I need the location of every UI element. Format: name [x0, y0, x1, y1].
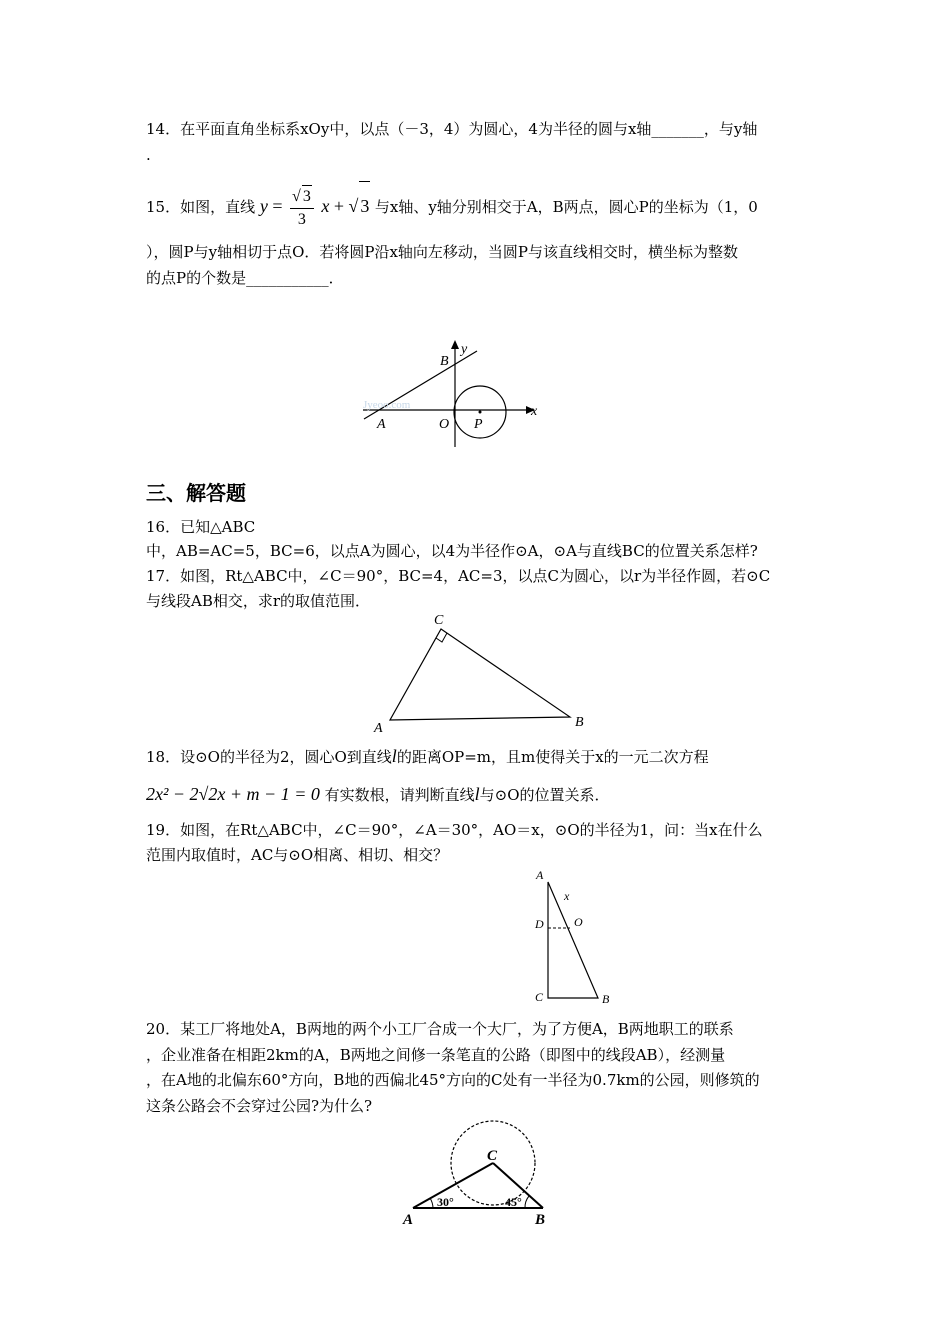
angle-arc-a — [430, 1198, 433, 1208]
q15-suffix: 与x轴、y轴分别相交于A，B两点，圆心P的坐标为（1，0 — [374, 198, 758, 216]
triangle-abc — [390, 629, 570, 720]
q18-text-a: 18．设⊙O的半径为2，圆心O到直线 — [146, 748, 392, 766]
q14-line-2: . — [146, 146, 151, 164]
q20-line-2: ，企业准备在相距2km的A，B两地之间修一条笔直的公路（即图中的线段AB），经测量 — [146, 1046, 726, 1064]
q17-line-2: 与线段AB相交，求r的取值范围． — [146, 592, 371, 610]
label-a: A — [536, 868, 544, 882]
label-b: B — [602, 992, 610, 1006]
formula-const: 3 — [359, 181, 370, 230]
formula-eq: = — [272, 196, 283, 216]
q18-line-l: l — [391, 746, 397, 766]
q20-line-3: ，在A地的北偏东60°方向，B地的西偏北45°方向的C处有一半径为0.7km的公园，则修筑的 — [146, 1071, 760, 1089]
section-heading: 三、解答题 — [146, 481, 246, 505]
label-c: C — [535, 990, 544, 1004]
formula-x: x — [321, 196, 330, 216]
q18-line-l-2: l — [474, 784, 480, 804]
triangle-abc — [548, 882, 598, 998]
q16-line-2: 中，AB=AC=5，BC=6，以点A为圆心，以4为半径作⊙A，⊙A与直线BC的位置关系怎样? — [146, 542, 758, 560]
q15-prefix: 15．如图，直线 — [146, 198, 256, 216]
label-c: C — [434, 613, 444, 628]
q15-formula: y = $\frac{√ 3}{3}$ x + √ 3 — [260, 196, 375, 216]
q18-line-1 — [146, 746, 709, 767]
q19-line-1: 19．如图，在Rt△ABC中，∠C＝90°，∠A＝30°，AO＝x，⊙O的半径为1，问：当x在什么 — [146, 821, 763, 839]
label-b: B — [575, 715, 584, 730]
q20-line-4: 这条公路会不会穿过公园?为什么? — [146, 1097, 373, 1115]
q17-line-1: 17．如图，Rt△ABC中，∠C＝90°，BC=4，AC=3，以点C为圆心，以r为半径作圆，若⊙C — [146, 567, 771, 585]
label-b: B — [535, 1212, 546, 1228]
q15-line-3: 的点P的个数是___________． — [146, 269, 344, 287]
q18-text-d: 与⊙O的位置关系． — [479, 786, 610, 804]
q17-figure — [365, 607, 595, 737]
q18-line-2 — [146, 784, 610, 805]
q18-text-c: 有实数根，请判断直线 — [324, 786, 475, 804]
label-x: x — [531, 404, 538, 419]
q19-line-2: 范围内取值时，AC与⊙O相离、相切、相交？ — [146, 846, 449, 864]
q15-figure — [355, 335, 550, 450]
label-y: y — [461, 342, 468, 357]
y-axis-arrow — [451, 340, 459, 349]
q15-line-2: ），圆P与y轴相切于点O．若将圆P沿x轴向左移动，当圆P与该直线相交时，横坐标为整数 — [146, 243, 739, 261]
q18-text-b: 的距离OP=m，且m使得关于x的一元二次方程 — [396, 748, 709, 766]
label-a: A — [377, 417, 386, 432]
q16-line-1: 16．已知△ABC — [146, 518, 256, 536]
label-a: A — [403, 1212, 414, 1228]
formula-y: y — [259, 196, 268, 216]
frac-numerator: 3 — [302, 185, 312, 208]
angle-arc-b — [525, 1196, 529, 1208]
formula-plus: + — [333, 196, 344, 216]
label-o: O — [439, 417, 450, 432]
q19-figure — [528, 866, 628, 1008]
label-d: D — [535, 917, 544, 931]
q18-equation: 2x² − 2√2x + m − 1 = 0 — [146, 784, 320, 804]
q14-line-1: 14．在平面直角坐标系xOy中，以点（－3，4）为圆心，4为半径的圆与x轴_______，与y轴 — [146, 120, 758, 138]
watermark: Jyeoo.com — [363, 399, 411, 411]
label-x: x — [564, 889, 570, 903]
label-b: B — [440, 354, 449, 369]
frac-denominator: 3 — [297, 210, 306, 228]
label-p: P — [474, 417, 483, 432]
label-o: O — [574, 915, 583, 929]
q15-line-1 — [146, 181, 758, 229]
q20-line-1: 20．某工厂将地处A，B两地的两个小工厂合成一个大厂，为了方便A，B两地职工的联系 — [146, 1020, 734, 1038]
label-c: C — [487, 1148, 498, 1164]
angle-a-label: 30° — [437, 1195, 454, 1209]
label-a: A — [374, 721, 383, 736]
angle-b-label: 45° — [505, 1195, 522, 1209]
formula-fraction: $\frac{√ 3}{3}$ — [290, 185, 314, 231]
point-p — [479, 411, 482, 414]
q20-figure — [395, 1118, 560, 1233]
